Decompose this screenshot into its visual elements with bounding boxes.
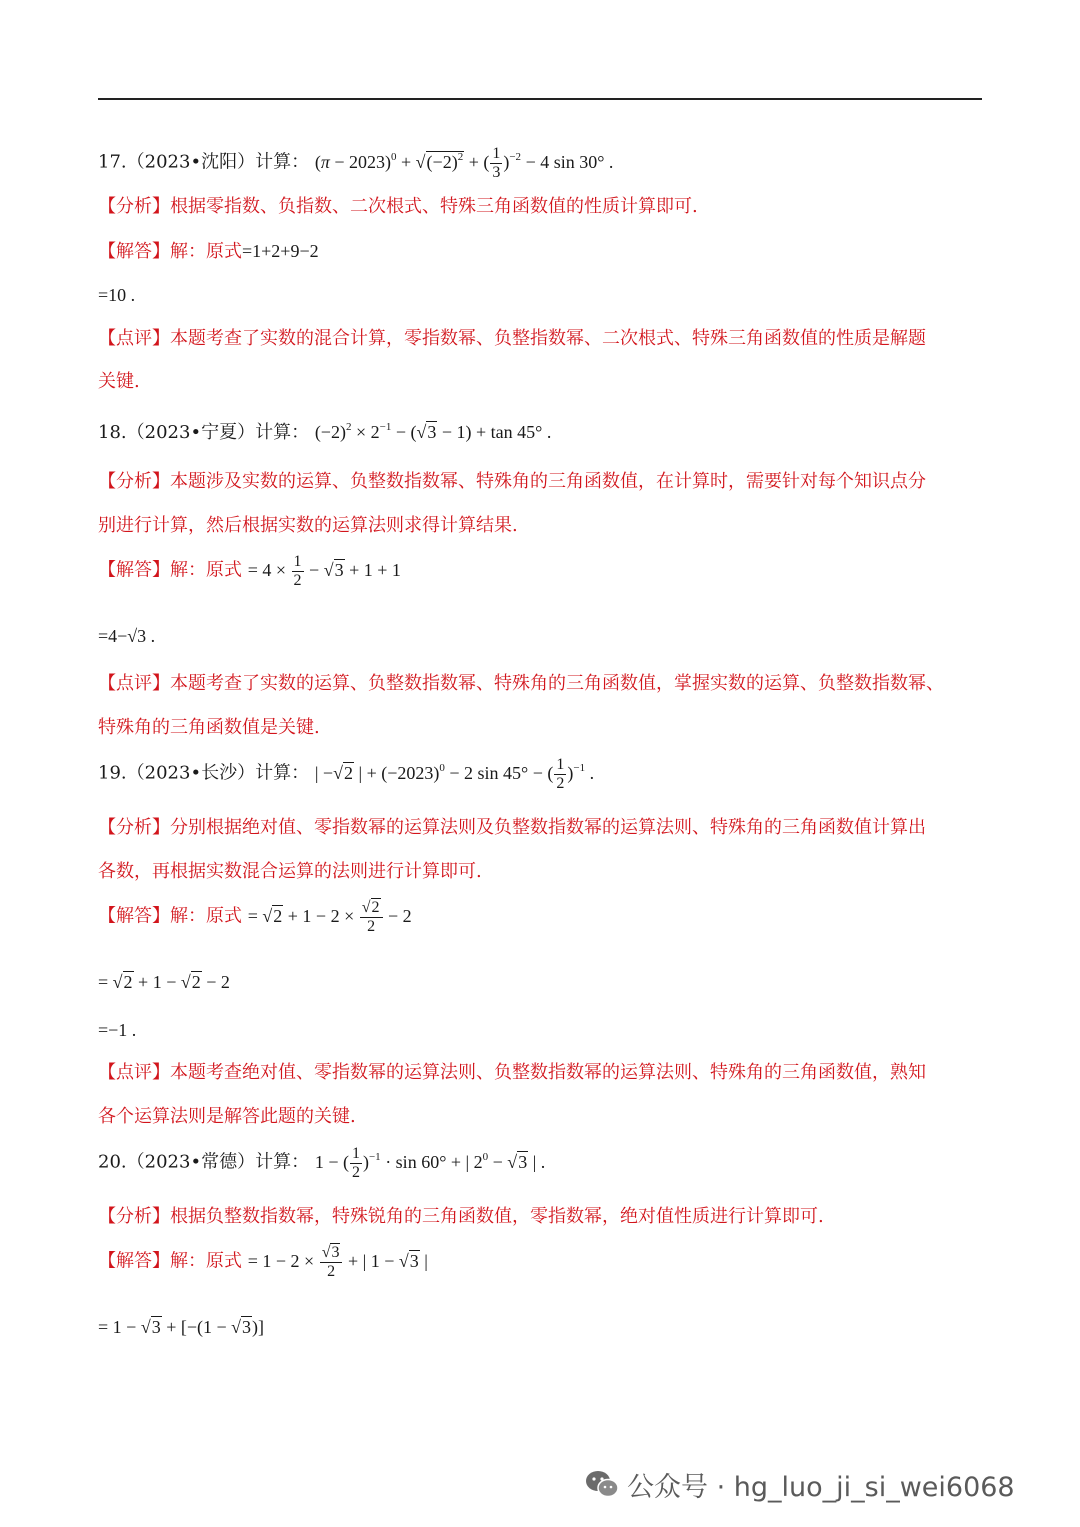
problem-20-analysis: 【分析】根据负整数指数幂，特殊锐角的三角函数值，零指数幂，绝对值性质进行计算即可. [98,1206,824,1227]
problem-18-answer-line2: =4−√3 . [98,626,156,646]
problem-17-analysis: 【分析】根据零指数、负指数、二次根式、特殊三角函数值的性质计算即可. [98,196,698,217]
problem-20-answer-line2: = 1 − √3 + [−(1 − √3)] [98,1317,265,1337]
problem-17-statement: 17.（2023•沈阳）计算： $(\pi - 2023)^0 + √(-2)^2$ + ( $\frac{1}{3}$ )$^{-2}$ − 4 sin 30° . [98,145,614,181]
problem-17-comment-line2: 关键. [98,371,140,392]
problem-17-comment-line1: 【点评】本题考查了实数的混合计算，零指数幂、负整指数幂、二次根式、特殊三角函数值的性质是解题 [98,328,926,349]
problem-18-statement: 18.（2023•宁夏）计算： $(-2)^2 \times 2^{-1} - (√3 - 1) + \tan 45^\circ$ . [98,421,552,443]
header-rule [98,98,982,100]
problem-19-answer-line3: =−1 . [98,1020,137,1040]
problem-18-analysis-line1: 【分析】本题涉及实数的运算、负整数指数幂、特殊角的三角函数值，在计算时，需要针对每个知识点分 [98,471,926,492]
wechat-icon [585,1469,619,1499]
problem-19-answer: 【解答】解：原式 = √2 + 1 − 2 × $\frac{√2}{2}$ − 2 [98,899,412,935]
problem-19-analysis-line1: 【分析】分别根据绝对值、零指数幂的运算法则及负整数指数幂的运算法则、特殊角的三角函数值计算出 [98,817,926,838]
problem-18-answer: 【解答】解：原式 = 4 × $\frac{1}{2}$ − √3 + 1 + 1 [98,553,401,589]
problem-17-answer-line2: =10 . [98,285,136,305]
problem-18-analysis-line2: 别进行计算，然后根据实数的运算法则求得计算结果. [98,515,518,536]
watermark-text: 公众号 · hg_luo_ji_si_wei6068 [627,1471,1015,1503]
watermark [585,1462,1015,1506]
problem-18-comment-line2: 特殊角的三角函数值是关键. [98,717,320,738]
problem-19-statement: 19.（2023•长沙）计算： | −√2 | + $(-2023)^0 - 2$ sin 45° − ( $\frac{1}{2}$ )$^{-1}$ . [98,756,595,792]
problem-19-comment-line2: 各个运算法则是解答此题的关键. [98,1106,356,1127]
problem-19-comment-line1: 【点评】本题考查绝对值、零指数幂的运算法则、负整数指数幂的运算法则、特殊角的三角函数值，熟知 [98,1062,926,1083]
problem-20-statement: 20.（2023•常德）计算： 1 − ( $\frac{1}{2}$ )$^{-1}$ · sin 60° + | $2^0 - √3$ | . [98,1145,546,1181]
problem-17-answer: 【解答】解：原式=1+2+9−2 [98,241,319,262]
problem-19-answer-line2: = √2 + 1 − √2 − 2 [98,972,230,992]
problem-19-analysis-line2: 各数，再根据实数混合运算的法则进行计算即可. [98,861,482,882]
problem-20-answer: 【解答】解：原式 = 1 − 2 × $\frac{√3}{2}$ + | 1 − √3 | [98,1244,428,1280]
problem-18-comment-line1: 【点评】本题考查了实数的运算、负整数指数幂、特殊角的三角函数值，掌握实数的运算、负整数指数幂、 [98,673,944,694]
